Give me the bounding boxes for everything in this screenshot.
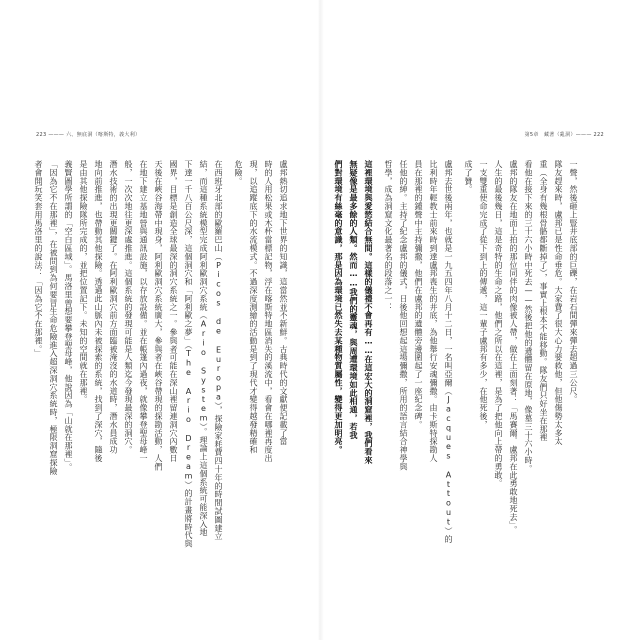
text-column: 天後在峽谷海帶中現身，阿利歐洞穴系統廣大，參與者在峽谷帶現的探勘活動，人們 xyxy=(154,160,163,471)
left-page-text-block xyxy=(34,160,288,548)
right-page-running-header: 第5章 藏著（亂洞）——— 222 xyxy=(524,132,604,138)
text-column: 時的人用松果或木杯當標記物，浮在喀斯特地區消失的溪流中，看會在哪裡再度出 xyxy=(264,160,273,463)
text-column: 結，而這種系統模型完成阿利歐洞穴系統（Ario System）。理論上這個系統可能深入地 xyxy=(199,160,208,537)
text-column: 盧邦的隊友在地面上拍的那位同伴的肉像被人帶，做在上面刻著：「馬賽爾．盧邦在此勇敢地死去」。 xyxy=(509,160,518,534)
text-column: 哲學，成為洞窟文化最著名的段落之一： xyxy=(384,160,393,312)
text-column: 比利時年輕教士前來時到達盧邦喪生的井底，為他舉行安魂彌撒。由卡斯特探勘人 xyxy=(429,160,438,463)
text-column: 任他的紳。主持了紀念盧邦的儀式，日後他回想起這場彌撒，所用的語言結合神學與 xyxy=(399,160,408,471)
text-column: 重（全身有幾根骨骼都斷掉了），事實上根本不能移動。隊友們只好坐在那裡 xyxy=(539,160,548,442)
quote-column: 們對環境有絲毫的意識，那是因為環境已然失去某種物質屬性，變得更加明亮。 xyxy=(334,160,343,454)
quote-column: 這裡環境與愛慾結合無間。這樣的儀禮不會再有……在這宏大的洞窟裡，我們看來 xyxy=(364,160,373,465)
text-column: 人生的最後幾日，這是奇特的生命之路，他們之所以在這裡，是為了把他向上帶的勇敢。 xyxy=(494,160,503,488)
text-column: 地向前推進，也帶動其他探險。透過此山脈內未被探索的系統，找到了深穴，隨後 xyxy=(94,160,103,463)
text-column: 下達一千八百公尺深，這個洞穴和「阿利歐之夢」（The Ario Dream）的計畫將時代與 xyxy=(184,160,193,548)
text-column: 盧邦去世後兩年，也就是一九五四年八月十二日，一名叫亞爾（Jacques Attout）的 xyxy=(444,160,453,544)
text-column: 成了贊。 xyxy=(464,160,473,194)
text-column: 盧邦熱切追求地下世界的知識，這當然並不新鮮。古典時代的文獻便記載了當 xyxy=(279,160,288,446)
text-column: 員在那裡的鍾聲中主持彌撒，他們在盧邦的遺體旁邊圍起了一座紀念碑。 xyxy=(414,160,423,429)
text-column: 是由其他探險隊所完成的，並把位置記下。未知的空間就在那裡。 xyxy=(79,160,88,404)
text-column: 者會開玩笑套用馬洛里的說法：「因為它不在那裡。」 xyxy=(34,160,43,358)
text-column: 潛水技術的出現更關鍵了。在阿利歐洞穴前方面臨被淹沒的水道時，潛水員成功 xyxy=(109,160,118,454)
text-column: 般，一次次地往更深處推進。這個系統的發現可能是人類迄今發現最深的洞穴。 xyxy=(124,160,133,454)
text-column: 現，以追蹤底下的水流模式。不過深度測繪的活動是到了現代才變得越發精確和 xyxy=(249,160,258,454)
text-column: 隊友趕來時，盧邦已是性命垂危。大家費了很大心力要救他，但他傷勢太多太 xyxy=(554,160,563,446)
text-column: 「因為它不在那裡」，在被問到為何要冒生命危險進入超深洞穴系統時，極限洞窟探險 xyxy=(49,160,58,476)
text-column: 國界，目標是創造全球最深的洞穴系統之一。參與者可能在深山裡留連洞穴內數日 xyxy=(169,160,178,463)
text-column: 看他在接下來的三十六小時中死去——然後把他的遺體留在原地，像墓三十六小時。 xyxy=(524,160,533,473)
text-column: 在地下建立基地營與通訊設施，以存放設備。並在帳篷內過夜，就像攀登聖母峰一 xyxy=(139,160,148,463)
text-column: 一聲，然後砸上豎井底部的巨礫，在岩石間彈來彈去超過三公尺。 xyxy=(569,160,578,404)
right-page-text-block xyxy=(334,160,578,544)
text-column: 危險。 xyxy=(234,160,243,186)
text-column: 在西班牙北部的歐羅巴山（Picos de Europa），探險家耗費四十年的時間試圖建立 xyxy=(214,160,223,541)
quote-column: 無疑像是最多餘的人類。然而……我們的靈魂，與周遭環境如此相通，若我 xyxy=(349,160,358,440)
text-column: 義賢圖學所謂的「空白區域」。馬洛里曾想要攀登聖母峰，他說因為「山就在那裡」。 xyxy=(64,160,73,472)
left-page-running-header: 223 ——— 六、無底洞（喀斯特，義大利） xyxy=(36,132,141,138)
text-column: 一支雙重使命完成了從下到上的傳遞，這一輩子盧邦有多少，在他死後， xyxy=(479,160,488,429)
